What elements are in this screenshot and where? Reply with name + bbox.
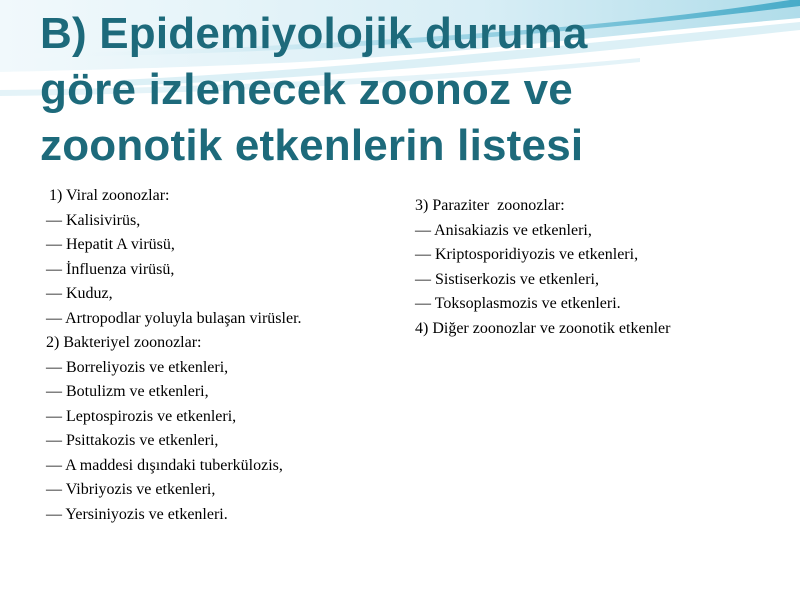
list-item: — Yersiniyozis ve etkenleri.	[46, 505, 228, 523]
slide-title	[40, 6, 780, 174]
other-heading: 4) Diğer zoonozlar ve zoonotik etkenler	[415, 319, 671, 337]
list-item: — Psittakozis ve etkenleri,	[46, 432, 219, 449]
title-line: göre izlenecek zoonoz ve	[40, 65, 573, 114]
bacterial-heading: 2) Bakteriyel zoonozlar:	[46, 334, 202, 351]
list-item: — Botulizm ve etkenleri,	[46, 383, 209, 400]
list-item: — Toksoplasmozis ve etkenleri.	[415, 295, 621, 312]
list-item: — A maddesi dışındaki tuberkülozis,	[46, 456, 283, 474]
list-item: — Vibriyozis ve etkenleri,	[46, 481, 216, 498]
title-line: B) Epidemiyolojik duruma	[40, 9, 588, 58]
viral-heading: 1) Viral zoonozlar:	[49, 187, 170, 204]
list-item: — Anisakiazis ve etkenleri,	[415, 221, 592, 239]
list-item: — Leptospirozis ve etkenleri,	[46, 407, 237, 425]
title-line: zoonotik etkenlerin listesi	[40, 121, 584, 170]
list-item: — Hepatit A virüsü,	[46, 236, 175, 253]
list-item: — İnfluenza virüsü,	[46, 260, 175, 278]
list-item: — Kriptosporidiyozis ve etkenleri,	[415, 246, 639, 263]
parasite-heading: 3) Paraziter zoonozlar:	[415, 197, 565, 214]
right-column	[415, 194, 745, 341]
list-item: — Kuduz,	[46, 285, 113, 302]
list-item: — Borreliyozis ve etkenleri,	[46, 358, 229, 376]
list-item: — Sistiserkozis ve etkenleri,	[415, 270, 599, 288]
list-item: — Kalisivirüs,	[46, 211, 141, 229]
left-column	[46, 184, 396, 527]
list-item: — Artropodlar yoluyla bulaşan virüsler.	[46, 309, 302, 327]
